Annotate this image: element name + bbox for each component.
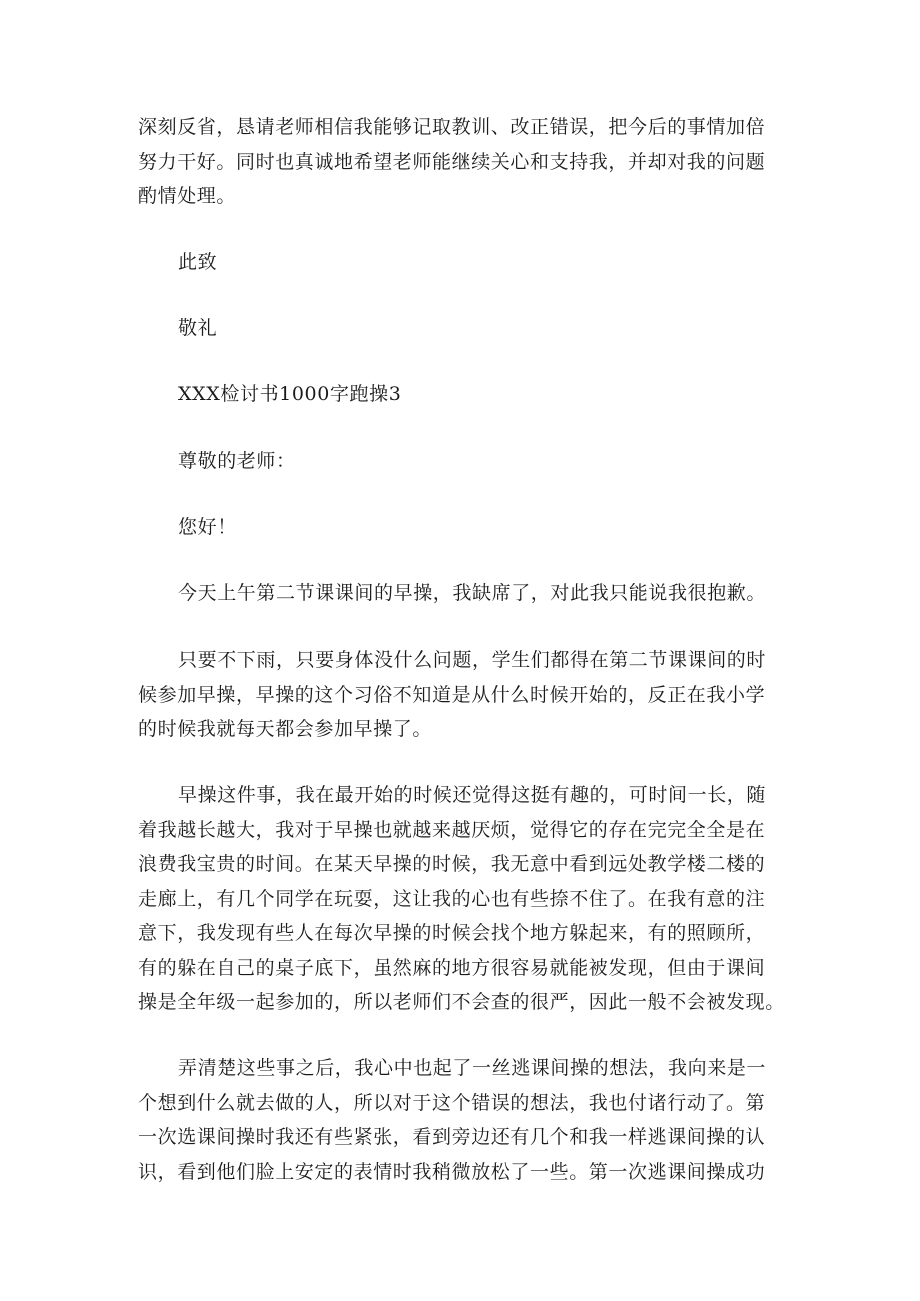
text-line: 有的躲在自己的桌子底下，虽然麻的地方很容易就能被发现，但由于课间: [138, 956, 766, 979]
text-line: 弄清楚这些事之后，我心中也起了一丝逃课间操的想法，我向来是一: [178, 1057, 767, 1079]
text-line: 操是全年级一起参加的，所以老师们不会查的很严，因此一般不会被发现。: [138, 991, 785, 1013]
text-line: 酌情处理。: [138, 185, 237, 207]
text-line: 着我越长越大，我对于早操也就越来越厌烦，觉得它的存在完完全全是在: [138, 818, 766, 841]
paragraph-1: 今天上午第二节课课间的早操，我缺席了，对此我只能说我很抱歉。: [178, 582, 767, 604]
text-line: 意下，我发现有些人在每次早操的时候会找个地方躲起来，有的照顾所，: [138, 922, 766, 944]
section-title: XXX检讨书1000字跑操3: [178, 383, 402, 405]
greeting: 您好！: [178, 516, 237, 538]
text-line: 走廊上，有几个同学在玩耍，这让我的心也有些捺不住了。在我有意的注: [138, 887, 766, 910]
paragraph-2: [138, 643, 798, 747]
text-line: 深刻反省，恳请老师相信我能够记取教训、改正错误，把今后的事情加倍: [138, 116, 766, 138]
closing-cizhi: 此致: [178, 251, 218, 273]
text-line: 候参加早操，早操的这个习俗不知道是从什么时候开始的，反正在我小学: [138, 683, 766, 706]
intro-paragraph: [138, 110, 798, 214]
text-line: 的时候我就每天都会参加早操了。: [138, 718, 433, 740]
closing-jingli: 敬礼: [178, 317, 218, 339]
text-line: 浪费我宝贵的时间。在某天早操的时候，我无意中看到远处教学楼二楼的: [138, 853, 766, 875]
text-line: 努力干好。同时也真诚地希望老师能继续关心和支持我，并却对我的问题: [138, 150, 766, 173]
salutation: 尊敬的老师：: [178, 450, 296, 472]
text-line: 识，看到他们脸上安定的表情时我稍微放松了一些。第一次逃课间操成功: [138, 1160, 766, 1183]
paragraph-4: [138, 1051, 798, 1189]
text-line: 一次选课间操时我还有些紧张，看到旁边还有几个和我一样逃课间操的认: [138, 1126, 766, 1148]
paragraph-3: [138, 778, 798, 1020]
text-line: 只要不下雨，只要身体没什么问题，学生们都得在第二节课课间的时: [178, 649, 767, 671]
text-line: 个想到什么就去做的人，所以对于这个错误的想法，我也付诸行动了。第: [138, 1091, 766, 1114]
text-line: 早操这件事，我在最开始的时候还觉得这挺有趣的，可时间一长，随: [178, 784, 767, 806]
